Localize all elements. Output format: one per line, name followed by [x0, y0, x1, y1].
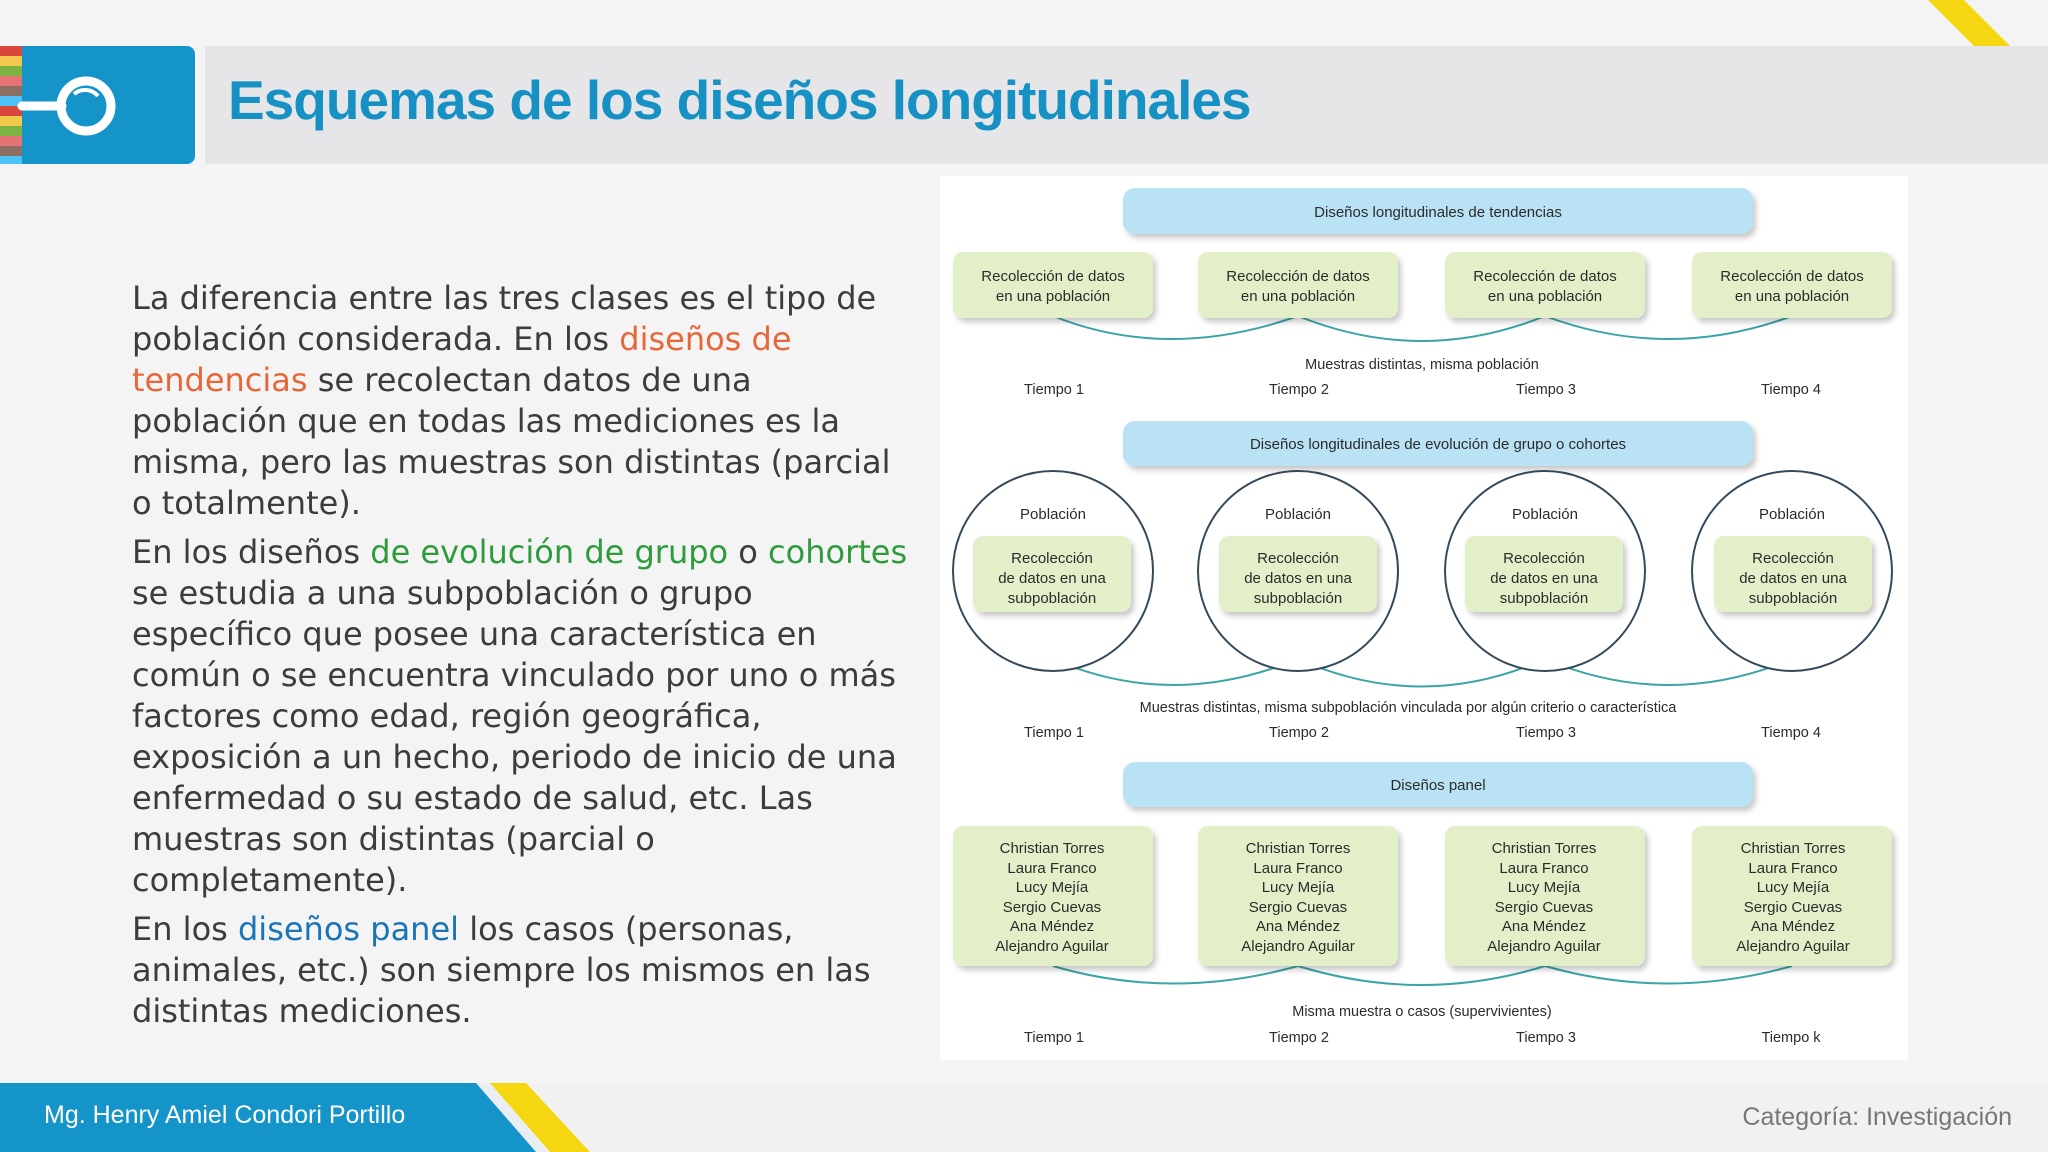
svg-text:Christian Torres: Christian Torres — [1491, 840, 1597, 857]
svg-text:Recolección: Recolección — [1503, 550, 1585, 567]
svg-text:Recolección: Recolección — [1257, 550, 1339, 567]
svg-text:Lucy Mejía: Lucy Mejía — [1015, 879, 1089, 896]
connector-lines — [1053, 966, 1792, 985]
time-label: Tiempo 2 — [1269, 382, 1329, 398]
svg-text:Población: Población — [1265, 506, 1331, 523]
time-label: Tiempo 2 — [1269, 1030, 1329, 1046]
title-icon-box — [0, 46, 195, 164]
paragraph-cohortes: En los diseños de evolución de grupo o cohortes se estudia a una subpoblación o grupo específico que posee una característica en común o se encuentra vinculado por uno o más factores como edad, región geográfica, exposición a un hecho, periodo de inicio de una enfermedad o su estado de salud, etc. Las muestras son distintas (parcial o completamente). — [132, 533, 908, 899]
connector-lines — [1053, 659, 1792, 687]
svg-text:Laura Franco: Laura Franco — [1748, 860, 1838, 877]
svg-text:Christian Torres: Christian Torres — [1245, 840, 1351, 857]
author-name: Mg. Henry Amiel Condori Portillo — [44, 1101, 406, 1129]
time-label: Tiempo 1 — [1024, 1030, 1084, 1046]
section-tendencias — [953, 188, 1892, 398]
corner-stripe-decoration — [1928, 0, 2048, 46]
svg-text:en una población: en una población — [1734, 288, 1850, 305]
svg-text:Lucy Mejía: Lucy Mejía — [1261, 879, 1335, 896]
section-caption: Muestras distintas, misma población — [1305, 357, 1539, 373]
panel-box — [953, 826, 1153, 966]
svg-text:de datos en una: de datos en una — [1244, 570, 1352, 587]
section-header: Diseños panel — [1390, 777, 1486, 794]
svg-text:en una población: en una población — [1487, 288, 1603, 305]
svg-text:Recolección: Recolección — [1011, 550, 1093, 567]
term-disenos-panel: diseños panel — [237, 910, 460, 948]
body-text — [132, 278, 912, 1040]
svg-text:Sergio Cuevas: Sergio Cuevas — [1248, 899, 1348, 916]
svg-text:subpoblación: subpoblación — [1499, 590, 1589, 607]
svg-text:Ana Méndez: Ana Méndez — [1255, 918, 1341, 935]
time-label: Tiempo 3 — [1516, 1030, 1576, 1046]
svg-text:de datos en una: de datos en una — [1490, 570, 1598, 587]
time-label: Tiempo 3 — [1516, 725, 1576, 741]
svg-text:Sergio Cuevas: Sergio Cuevas — [1743, 899, 1843, 916]
data-box — [1445, 252, 1645, 318]
svg-text:Laura Franco: Laura Franco — [1007, 860, 1097, 877]
svg-text:Ana Méndez: Ana Méndez — [1501, 918, 1587, 935]
section-header: Diseños longitudinales de tendencias — [1314, 204, 1562, 221]
section-caption: Muestras distintas, misma subpoblación vinculada por algún criterio o característica — [1139, 700, 1677, 716]
svg-text:de datos en una: de datos en una — [998, 570, 1106, 587]
svg-text:subpoblación: subpoblación — [1748, 590, 1838, 607]
svg-text:Christian Torres: Christian Torres — [1740, 840, 1846, 857]
term-evolucion-grupo: de evolución de grupo — [370, 533, 729, 571]
magnifier-icon — [0, 46, 195, 164]
svg-text:Lucy Mejía: Lucy Mejía — [1756, 879, 1830, 896]
svg-text:en una población: en una población — [995, 288, 1111, 305]
connector-lines — [1053, 316, 1792, 341]
svg-text:Recolección de datos: Recolección de datos — [1226, 268, 1370, 285]
longitudinal-designs-diagram — [940, 176, 1908, 1060]
svg-text:Laura Franco: Laura Franco — [1253, 860, 1343, 877]
svg-text:Recolección de datos: Recolección de datos — [1720, 268, 1864, 285]
page-title: Esquemas de los diseños longitudinales — [228, 69, 1251, 131]
svg-text:Recolección de datos: Recolección de datos — [981, 268, 1125, 285]
paragraph-tendencias: La diferencia entre las tres clases es el tipo de población considerada. En los diseños de tendencias se recolectan datos de una población que en todas las mediciones es la misma, pero las muestras son distintas (parcial o totalmente). — [132, 279, 891, 522]
svg-text:Alejandro Aguilar: Alejandro Aguilar — [995, 938, 1109, 955]
svg-text:Lucy Mejía: Lucy Mejía — [1507, 879, 1581, 896]
panel-box — [1198, 826, 1398, 966]
svg-text:Laura Franco: Laura Franco — [1499, 860, 1589, 877]
svg-text:de datos en una: de datos en una — [1739, 570, 1847, 587]
time-label: Tiempo 2 — [1269, 725, 1329, 741]
time-label: Tiempo k — [1761, 1030, 1821, 1046]
category-label: Categoría: Investigación — [1742, 1103, 2012, 1131]
svg-text:Ana Méndez: Ana Méndez — [1750, 918, 1836, 935]
panel-box — [1692, 826, 1892, 966]
svg-text:Ana Méndez: Ana Méndez — [1009, 918, 1095, 935]
svg-text:Christian Torres: Christian Torres — [999, 840, 1105, 857]
svg-text:subpoblación: subpoblación — [1253, 590, 1343, 607]
svg-text:Población: Población — [1512, 506, 1578, 523]
section-panel — [953, 762, 1892, 1046]
data-box — [1198, 252, 1398, 318]
time-label: Tiempo 1 — [1024, 382, 1084, 398]
title-bar — [0, 46, 2048, 164]
term-cohortes: cohortes — [768, 533, 908, 571]
svg-text:Sergio Cuevas: Sergio Cuevas — [1494, 899, 1594, 916]
time-label: Tiempo 4 — [1761, 382, 1821, 398]
svg-text:Población: Población — [1759, 506, 1825, 523]
time-label: Tiempo 3 — [1516, 382, 1576, 398]
section-caption: Misma muestra o casos (supervivientes) — [1292, 1004, 1552, 1020]
population-circle — [1445, 471, 1645, 671]
svg-text:Alejandro Aguilar: Alejandro Aguilar — [1487, 938, 1601, 955]
svg-text:Alejandro Aguilar: Alejandro Aguilar — [1736, 938, 1850, 955]
panel-box — [1445, 826, 1645, 966]
svg-text:Población: Población — [1020, 506, 1086, 523]
section-cohortes — [953, 421, 1892, 741]
time-label: Tiempo 1 — [1024, 725, 1084, 741]
svg-text:en una población: en una población — [1240, 288, 1356, 305]
term-disenos-tendencias: diseños de tendencias — [132, 320, 792, 399]
footer — [0, 1083, 2048, 1152]
svg-text:Recolección de datos: Recolección de datos — [1473, 268, 1617, 285]
svg-text:Recolección: Recolección — [1752, 550, 1834, 567]
data-box — [1692, 252, 1892, 318]
paragraph-panel: En los diseños panel los casos (personas, animales, etc.) son siempre los mismos en las distintas mediciones. — [132, 910, 871, 1030]
population-circle — [953, 471, 1153, 671]
population-circle — [1198, 471, 1398, 671]
svg-text:subpoblación: subpoblación — [1007, 590, 1097, 607]
population-circle — [1692, 471, 1892, 671]
section-header: Diseños longitudinales de evolución de grupo o cohortes — [1249, 436, 1627, 453]
data-box — [953, 252, 1153, 318]
time-label: Tiempo 4 — [1761, 725, 1821, 741]
svg-text:Alejandro Aguilar: Alejandro Aguilar — [1241, 938, 1355, 955]
svg-text:Sergio Cuevas: Sergio Cuevas — [1002, 899, 1102, 916]
